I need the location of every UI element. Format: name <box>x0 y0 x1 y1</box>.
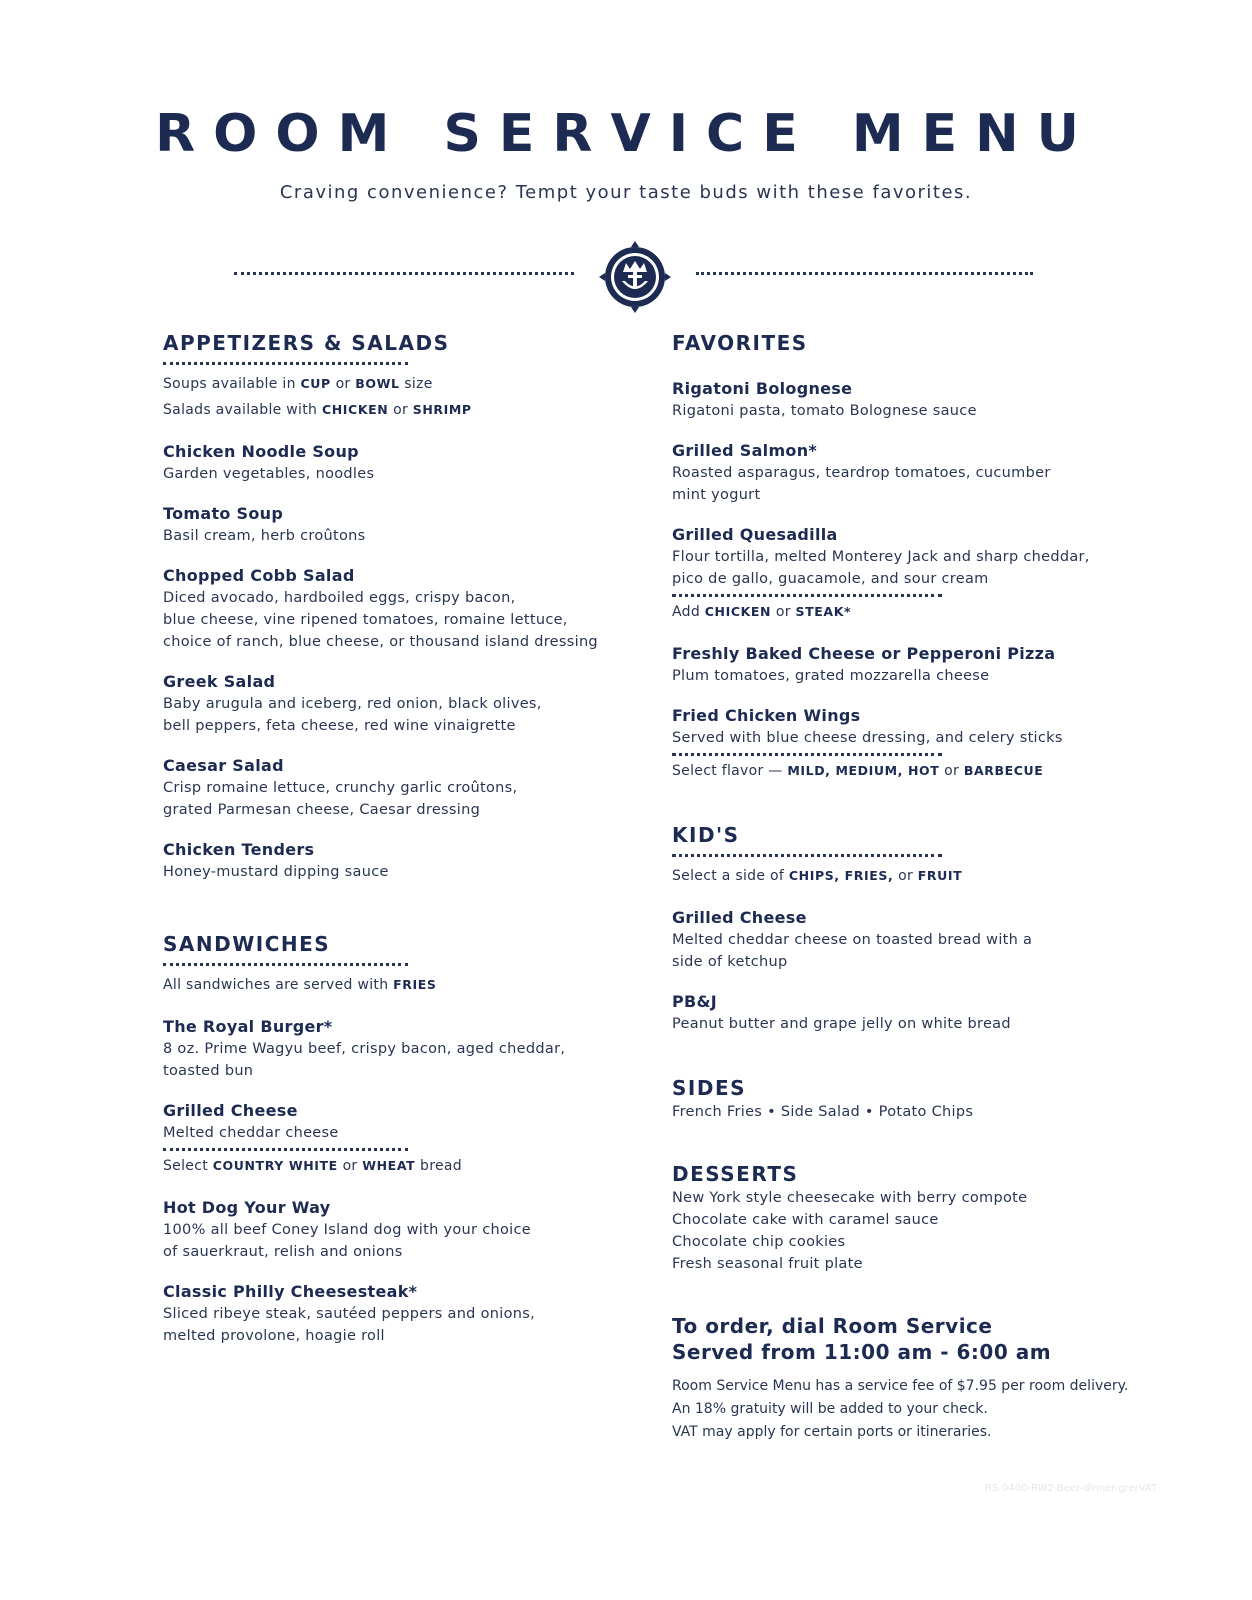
item-name: Classic Philly Cheesesteak* <box>163 1282 418 1301</box>
sandwich-fries-note: All sandwiches are served with FRIES <box>163 977 437 993</box>
service-hours: Served from 11:00 am - 6:00 am <box>672 1340 1052 1364</box>
item-desc: Melted cheddar cheese <box>163 1125 339 1141</box>
menu-item <box>163 839 603 883</box>
item-desc: Baby arugula and iceberg, red onion, black olives, <box>163 696 542 712</box>
order-heading: To order, dial Room Service <box>672 1314 993 1338</box>
item-desc: Diced avocado, hardboiled eggs, crispy bacon, <box>163 590 516 606</box>
item-name: Fried Chicken Wings <box>672 706 861 725</box>
page-subtitle: Craving convenience? Tempt your taste buds with these favorites. <box>279 182 973 203</box>
section-rule <box>163 963 408 966</box>
item-name: Grilled Cheese <box>672 908 807 927</box>
item-desc: pico de gallo, guacamole, and sour cream <box>672 571 989 587</box>
appetizers-section <box>163 330 603 883</box>
quesadilla-addon-note: Add CHICKEN or STEAK* <box>672 604 852 620</box>
item-rule <box>163 1148 408 1151</box>
sides-section <box>672 1075 1152 1123</box>
kids-heading: KID'S <box>672 823 740 847</box>
dessert-item: New York style cheesecake with berry compote <box>672 1190 1028 1206</box>
desserts-section <box>672 1161 1152 1275</box>
item-desc: Melted cheddar cheese on toasted bread with a <box>672 932 1033 948</box>
menu-item <box>163 1281 603 1347</box>
menu-item <box>163 441 603 485</box>
vat-note: VAT may apply for certain ports or itineraries. <box>672 1424 992 1440</box>
menu-item <box>163 671 603 737</box>
sides-heading: SIDES <box>672 1076 747 1100</box>
item-name: Chicken Noodle Soup <box>163 442 359 461</box>
item-name: PB&J <box>672 992 718 1011</box>
kids-side-note: Select a side of CHIPS, FRIES, or FRUIT <box>672 868 963 884</box>
wings-flavor-note: Select flavor — MILD, MEDIUM, HOT or BARBECUE <box>672 763 1044 779</box>
item-desc: mint yogurt <box>672 487 761 503</box>
divider-left <box>234 272 574 275</box>
item-name: Grilled Salmon* <box>672 441 818 460</box>
item-name: Grilled Quesadilla <box>672 525 838 544</box>
item-desc: side of ketchup <box>672 954 788 970</box>
item-desc: bell peppers, feta cheese, red wine vinaigrette <box>163 718 516 734</box>
item-desc: Honey-mustard dipping sauce <box>163 864 389 880</box>
favorites-heading: FAVORITES <box>672 331 808 355</box>
menu-item <box>672 991 1152 1035</box>
bread-option-note: Select COUNTRY WHITE or WHEAT bread <box>163 1158 462 1174</box>
menu-item <box>163 1197 603 1263</box>
service-fee-note: Room Service Menu has a service fee of $7.95 per room delivery. <box>672 1378 1129 1394</box>
item-name: Chopped Cobb Salad <box>163 566 355 585</box>
salad-protein-note: Salads available with CHICKEN or SHRIMP <box>163 402 472 418</box>
item-desc: Served with blue cheese dressing, and celery sticks <box>672 730 1063 746</box>
menu-item <box>163 1016 603 1082</box>
dessert-item: Fresh seasonal fruit plate <box>672 1256 863 1272</box>
section-rule <box>672 854 942 857</box>
menu-item <box>163 1100 603 1179</box>
item-name: Rigatoni Bolognese <box>672 379 853 398</box>
item-name: The Royal Burger* <box>163 1017 333 1036</box>
item-desc: Flour tortilla, melted Monterey Jack and sharp cheddar, <box>672 549 1090 565</box>
item-name: Caesar Salad <box>163 756 284 775</box>
item-desc: Roasted asparagus, teardrop tomatoes, cucumber <box>672 465 1051 481</box>
desserts-heading: DESSERTS <box>672 1162 799 1186</box>
item-desc: grated Parmesan cheese, Caesar dressing <box>163 802 481 818</box>
item-desc: Rigatoni pasta, tomato Bolognese sauce <box>672 403 977 419</box>
item-desc: 100% all beef Coney Island dog with your choice <box>163 1222 531 1238</box>
item-name: Grilled Cheese <box>163 1101 298 1120</box>
item-desc: Peanut butter and grape jelly on white bread <box>672 1016 1011 1032</box>
item-name: Freshly Baked Cheese or Pepperoni Pizza <box>672 644 1056 663</box>
item-name: Greek Salad <box>163 672 276 691</box>
sandwiches-section <box>163 931 603 1347</box>
item-desc: blue cheese, vine ripened tomatoes, romaine lettuce, <box>163 612 568 628</box>
item-desc: choice of ranch, blue cheese, or thousand island dressing <box>163 634 598 650</box>
section-rule <box>163 362 408 365</box>
menu-item <box>163 503 603 547</box>
item-desc: Crisp romaine lettuce, crunchy garlic croûtons, <box>163 780 518 796</box>
page-title: ROOM SERVICE MENU <box>155 104 1097 164</box>
divider-right <box>696 272 1033 275</box>
item-rule <box>672 753 942 756</box>
item-name: Hot Dog Your Way <box>163 1198 331 1217</box>
dessert-item: Chocolate cake with caramel sauce <box>672 1212 939 1228</box>
menu-item <box>672 643 1152 687</box>
item-name: Chicken Tenders <box>163 840 315 859</box>
menu-item <box>672 440 1152 506</box>
menu-item <box>672 705 1152 784</box>
soup-size-note: Soups available in CUP or BOWL size <box>163 376 433 392</box>
document-code: RS-0400-RW2-Beer-dinner-grerVAT <box>985 1483 1158 1494</box>
crown-anchor-logo-icon <box>597 239 673 315</box>
item-desc: Sliced ribeye steak, sautéed peppers and onions, <box>163 1306 536 1322</box>
menu-item <box>163 565 603 653</box>
gratuity-note: An 18% gratuity will be added to your check. <box>672 1401 988 1417</box>
left-column <box>163 330 603 1347</box>
dessert-item: Chocolate chip cookies <box>672 1234 846 1250</box>
item-name: Tomato Soup <box>163 504 284 523</box>
item-desc: Garden vegetables, noodles <box>163 466 375 482</box>
order-info-section <box>672 1313 1152 1444</box>
item-rule <box>672 594 942 597</box>
menu-item <box>163 755 603 821</box>
item-desc: 8 oz. Prime Wagyu beef, crispy bacon, aged cheddar, <box>163 1041 566 1057</box>
sides-list: French Fries • Side Salad • Potato Chips <box>672 1104 974 1120</box>
item-desc: of sauerkraut, relish and onions <box>163 1244 403 1260</box>
menu-item <box>672 524 1152 625</box>
menu-item <box>672 378 1152 422</box>
item-desc: toasted bun <box>163 1063 254 1079</box>
appetizers-heading: APPETIZERS & SALADS <box>163 331 450 355</box>
menu-item <box>672 907 1152 973</box>
right-column <box>672 330 1152 1444</box>
favorites-section <box>672 330 1152 784</box>
sandwiches-heading: SANDWICHES <box>163 932 331 956</box>
kids-section <box>672 822 1152 1035</box>
item-desc: Plum tomatoes, grated mozzarella cheese <box>672 668 990 684</box>
item-desc: Basil cream, herb croûtons <box>163 528 366 544</box>
item-desc: melted provolone, hoagie roll <box>163 1328 385 1344</box>
